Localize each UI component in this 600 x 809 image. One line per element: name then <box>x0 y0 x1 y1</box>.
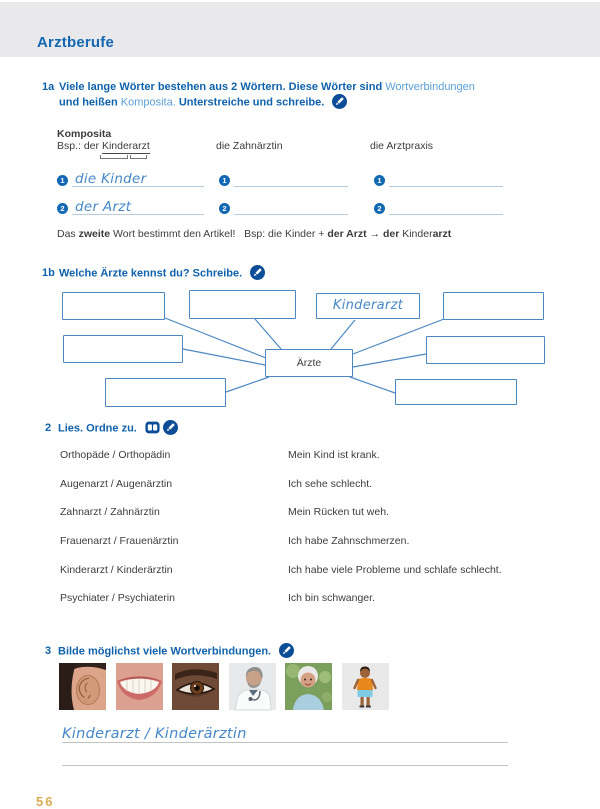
mindmap-center-box: Ärzte <box>265 349 353 377</box>
photo-eye <box>172 663 219 710</box>
handwritten-answer: Kinderarzt <box>332 298 404 313</box>
answer-cell-col1-row1[interactable] <box>57 170 204 187</box>
example-col1-header: Bsp.: der Kinderarzt <box>57 140 150 152</box>
illustration-child <box>342 663 389 710</box>
statement-item[interactable]: Ich habe viele Probleme und schlafe schlecht. <box>288 563 502 576</box>
task-2-heading <box>45 421 445 436</box>
mindmap-box-kinderarzt[interactable] <box>316 293 420 319</box>
header-band <box>0 2 600 57</box>
example-col2-header: die Zahnärztin <box>216 140 283 152</box>
mindmap-box-empty-3[interactable] <box>443 292 544 320</box>
photo-smiling-mouth <box>116 663 163 710</box>
task-1b-instruction: Welche Ärzte kennst du? Schreibe. <box>59 266 265 281</box>
example-col3-header: die Arztpraxis <box>370 140 434 152</box>
photo-elderly-woman <box>285 663 332 710</box>
statements-list <box>288 449 502 621</box>
mindmap <box>55 288 560 410</box>
mindmap-box-empty-1[interactable] <box>62 292 165 320</box>
statement-item[interactable]: Ich bin schwanger. <box>288 592 375 605</box>
task-1b-heading <box>42 266 442 281</box>
pencil-icon <box>279 643 294 658</box>
handwritten-answer: die Kinder <box>75 171 147 187</box>
page-number: 56 <box>36 794 55 809</box>
number-badge: 2 <box>57 203 68 214</box>
profession-item[interactable]: Kinderarzt / Kinderärztin <box>60 563 173 576</box>
statement-item[interactable]: Ich sehe schlecht. <box>288 477 373 490</box>
task-1a-heading <box>42 80 522 110</box>
picture-dictionary-icon <box>145 420 160 435</box>
number-badge: 1 <box>219 175 230 186</box>
komposita-label: Komposita <box>57 128 112 140</box>
task-3-number: 3 <box>45 645 52 657</box>
answer-cell-col2-row1[interactable] <box>219 170 348 187</box>
photo-ear <box>59 663 106 710</box>
professions-list <box>60 449 178 621</box>
number-badge: 1 <box>374 175 385 186</box>
profession-item[interactable]: Psychiater / Psychiaterin <box>60 592 175 605</box>
pencil-icon <box>163 420 178 435</box>
mindmap-box-empty-6[interactable] <box>105 378 226 407</box>
mindmap-box-empty-5[interactable] <box>426 336 545 364</box>
photo-row <box>59 663 389 710</box>
task-1b-number: 1b <box>42 267 55 279</box>
pencil-icon <box>250 265 265 280</box>
statement-item[interactable]: Mein Kind ist krank. <box>288 449 380 461</box>
profession-item[interactable]: Frauenarzt / Frauenärztin <box>60 535 179 548</box>
task-1a-number: 1a <box>42 81 55 93</box>
answer-cell-col1-row2[interactable] <box>57 198 204 215</box>
handwritten-answer: Kinderarzt / Kinderärztin <box>62 726 247 742</box>
statement-item[interactable]: Mein Rücken tut weh. <box>288 506 389 519</box>
profession-item[interactable]: Augenarzt / Augenärztin <box>60 477 173 490</box>
underlined-word: Kinderarzt <box>101 140 150 152</box>
answer-cell-col3-row2[interactable] <box>374 198 503 215</box>
number-badge: 1 <box>57 175 68 186</box>
photo-doctor <box>229 663 276 710</box>
task-2-number: 2 <box>45 422 52 434</box>
mindmap-box-empty-2[interactable] <box>189 290 296 319</box>
answer-line-2[interactable] <box>62 744 508 766</box>
number-badge: 2 <box>374 203 385 214</box>
pencil-icon <box>332 94 347 109</box>
mindmap-box-empty-7[interactable] <box>395 379 517 405</box>
answer-cell-col3-row1[interactable] <box>374 170 503 187</box>
task-1a-instruction: Viele lange Wörter bestehen aus 2 Wörtern. Diese Wörter sind Wortverbindungen und heißen Komposita. Unterstreiche und schreibe. <box>59 81 475 109</box>
mindmap-box-empty-4[interactable] <box>63 335 183 363</box>
statement-item[interactable]: Ich habe Zahnschmerzen. <box>288 535 410 548</box>
profession-item[interactable]: Orthopäde / Orthopädin <box>60 449 171 461</box>
profession-item[interactable]: Zahnarzt / Zahnärztin <box>60 506 160 519</box>
answer-line-1[interactable] <box>62 721 508 743</box>
grammar-note: Das zweite Wort bestimmt den Artikel! Bsp: die Kinder + der Arzt → der Kinderarzt <box>57 228 452 240</box>
number-badge: 2 <box>219 203 230 214</box>
word-split-brackets <box>100 155 147 159</box>
task-3-heading <box>45 644 495 659</box>
task-3-instruction: Bilde möglichst viele Wortverbindungen. <box>58 644 294 659</box>
answer-cell-col2-row2[interactable] <box>219 198 348 215</box>
handwritten-answer: der Arzt <box>75 199 132 215</box>
page-title: Arztberufe <box>37 34 115 51</box>
task-2-instruction: Lies. Ordne zu. <box>58 421 178 436</box>
